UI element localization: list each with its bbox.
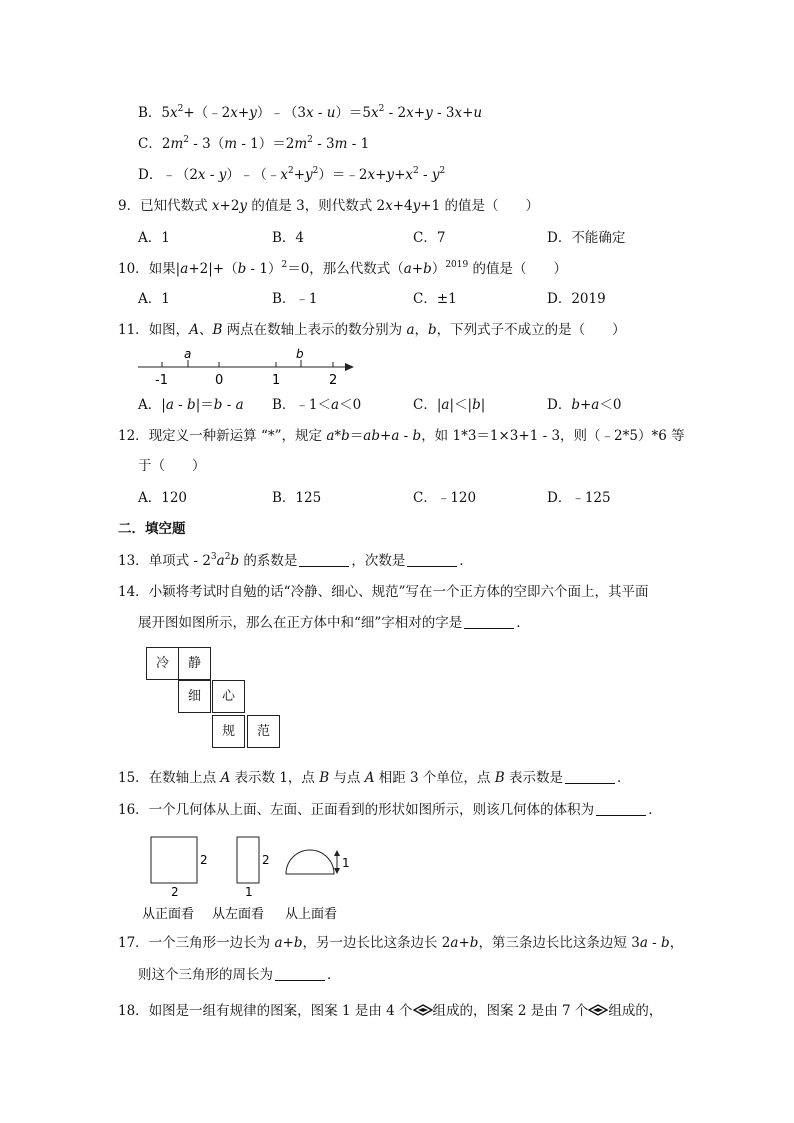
top-view-arrow-up: [334, 850, 340, 856]
q14-stem-line1: 14．小颖将考试时自勉的话“冷静、细心、规范”写在一个正方体的空即六个面上，其平面: [118, 584, 649, 600]
tick-label-0: 0: [215, 373, 224, 387]
q9-option-b: B．4: [272, 230, 305, 246]
q15-blank[interactable]: [565, 769, 615, 784]
q12-stem-line1: 12．现定义一种新运算 “*”，规定 a*b＝ab+a - b，如 1*3＝1×3+1 - 3，则（﹣2*5）*6 等: [118, 428, 685, 444]
q12-option-d: D．﹣125: [547, 490, 611, 506]
q9-option-d: D．不能确定: [547, 230, 626, 246]
diamond-pattern-icon: [413, 1004, 433, 1016]
tick-label-2: 2: [329, 373, 338, 387]
q12-stem-line2: 于（ ）: [138, 458, 206, 474]
front-view-width: 2: [171, 885, 179, 899]
q10-option-a: A．1: [138, 291, 170, 307]
q11-option-a: A．|a - b|＝b - a: [138, 397, 244, 413]
q11-number-line: [134, 345, 358, 387]
tick-label-1: 1: [272, 373, 281, 387]
q17-stem-line1: 17．一个三角形一边长为 a+b，另一边长比这条边长 2a+b，第三条边长比这条边短 3a - b，: [118, 935, 684, 951]
q10-option-b: B．﹣1: [272, 291, 318, 307]
q12-option-b: B．125: [272, 490, 322, 506]
q13-blank-1[interactable]: [299, 552, 349, 567]
q15-stem: 15．在数轴上点 A 表示数 1，点 B 与点 A 相距 3 个单位，点 B 表示数是 ．: [118, 770, 631, 786]
axis-arrow: [345, 363, 354, 371]
q16-blank[interactable]: [596, 801, 646, 816]
q9-option-a: A．1: [138, 230, 170, 246]
q11-stem: 11．如图，A、B 两点在数轴上表示的数分别为 a，b，下列式子不成立的是（ ）: [118, 322, 626, 338]
q10-option-d: D．2019: [547, 291, 606, 307]
q17-stem-line2: 则这个三角形的周长为 ．: [138, 967, 341, 983]
top-view-height: 1: [342, 856, 350, 870]
q11-option-b: B．﹣1＜a＜0: [272, 397, 362, 413]
q13-stem: 13．单项式 - $2^3a^2b$ 的系数是 ，次数是 ．: [118, 552, 473, 569]
point-b-label: b: [296, 347, 304, 361]
q8-option-d: D．﹣（2x - $y)﹣(﹣x^2+y^2)=﹣2x+y+x^2 - y^2$: [138, 166, 446, 183]
tick-label-minus1: -1: [155, 373, 168, 387]
top-view-arrow-down: [334, 868, 340, 874]
net-cell-leng: 冷: [146, 647, 179, 680]
left-view-rect: [237, 837, 259, 883]
q10-option-c: C．±1: [413, 291, 457, 307]
q12-option-a: A．120: [138, 490, 188, 506]
q8-option-b: B．$5x^2+(﹣2x+y)﹣(3x - u)=5x^2 - 2x+y - 3x+u$: [138, 104, 483, 121]
q8-option-c: C．$2m^2 - 3(m - 1)=2m^2 - 3m - 1$: [138, 135, 370, 152]
net-cell-xin: 心: [212, 680, 245, 713]
top-view-semicircle: [286, 850, 334, 874]
label-front-view: 从正面看: [142, 907, 195, 922]
left-view-width: 1: [245, 885, 253, 899]
point-a-label: a: [184, 347, 192, 361]
q9-stem: 9．已知代数式 x+2y 的值是 3，则代数式 2x+4y+1 的值是（ ）: [118, 198, 539, 214]
q12-option-c: C．﹣120: [413, 490, 477, 506]
q13-blank-2[interactable]: [407, 552, 457, 567]
q11-option-d: D．b+a＜0: [547, 397, 622, 413]
net-cell-gui: 规: [212, 715, 245, 748]
label-top-view: 从上面看: [285, 907, 338, 922]
q16-three-views: [140, 830, 360, 925]
q9-option-c: C．7: [413, 230, 446, 246]
front-view-height: 2: [200, 853, 208, 867]
q16-stem: 16．一个几何体从上面、左面、正面看到的形状如图所示，则该几何体的体积为 ．: [118, 802, 662, 818]
q17-blank[interactable]: [275, 966, 325, 981]
section-title-fill-in: 二．填空题: [118, 521, 186, 537]
front-view-square: [151, 837, 197, 883]
diamond-pattern-icon: [588, 1004, 608, 1016]
q11-option-c: C．|a|＜|b|: [413, 397, 486, 413]
net-cell-xi: 细: [178, 680, 211, 713]
q14-blank[interactable]: [464, 614, 514, 629]
left-view-height: 2: [262, 853, 270, 867]
label-left-view: 从左面看: [212, 907, 265, 922]
q10-stem: 10．如果|a+2|+（b - 1）$^2$＝0，那么代数式$(a+b)^{2019}$ 的值是（ ）: [118, 260, 568, 277]
q14-stem-line2: 展开图如图所示，那么在正方体中和“细”字相对的字是 ．: [138, 615, 530, 631]
net-cell-fan: 范: [247, 715, 280, 748]
net-cell-jing: 静: [178, 647, 211, 680]
q18-stem: 18．如图是一组有规律的图案，图案 1 是由 4 个 组成的，图案 2 是由 7 个 组成的，: [118, 1003, 663, 1019]
